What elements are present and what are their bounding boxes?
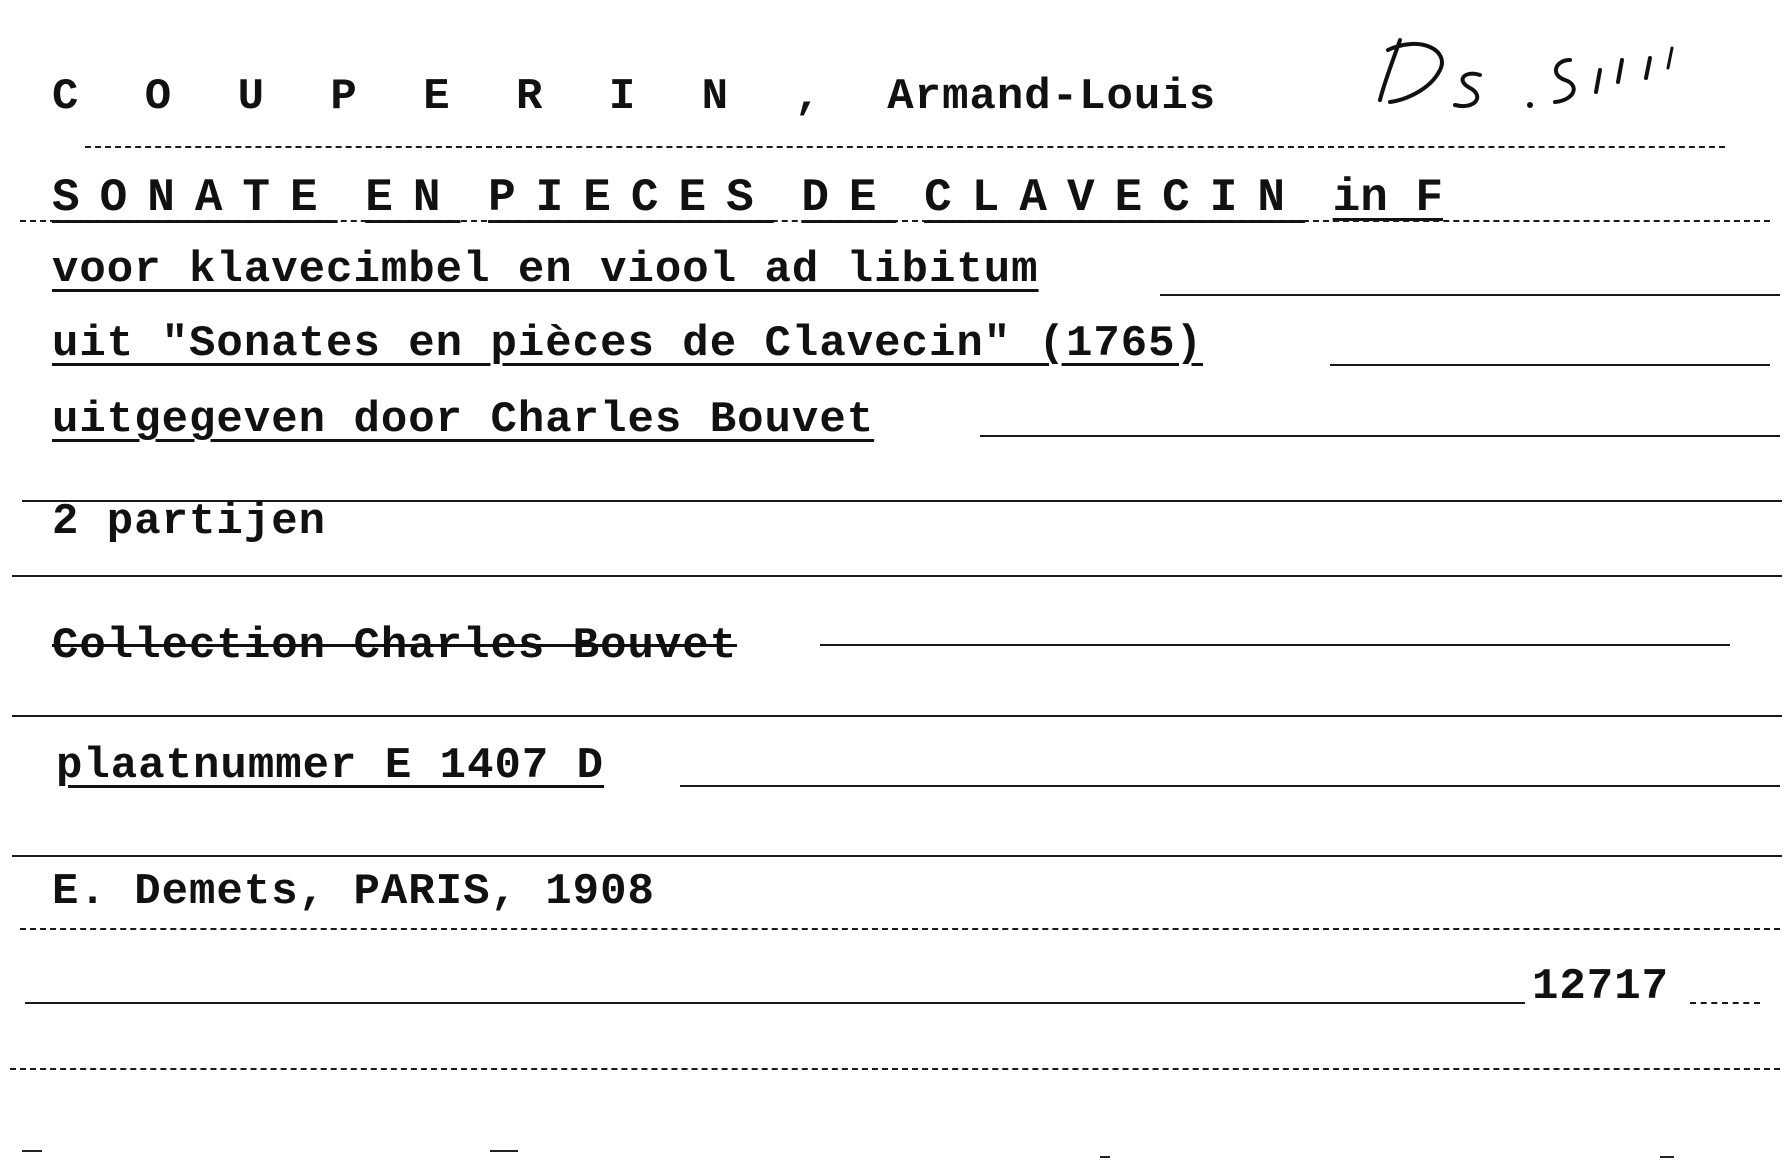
author-heading xyxy=(52,72,1217,122)
title-word: CLAVECIN xyxy=(924,172,1305,224)
rule xyxy=(20,928,1780,930)
rule xyxy=(1690,1002,1760,1004)
collection-line: Collection Charles Bouvet xyxy=(52,621,738,671)
rule xyxy=(20,220,1770,222)
handwritten-shelfmark xyxy=(1360,30,1720,120)
rule xyxy=(980,435,1780,437)
rule xyxy=(85,146,1725,148)
parts-line: 2 partijen xyxy=(52,497,327,547)
scan-mark xyxy=(1100,1156,1110,1158)
scan-mark xyxy=(490,1150,518,1152)
rule xyxy=(25,1002,1525,1004)
instrumentation-line: voor klavecimbel en viool ad libitum xyxy=(52,245,1039,295)
author-surname: C O U P E R I N , xyxy=(52,72,841,122)
title-key: in F xyxy=(1332,172,1444,224)
source-line: uit "Sonates en pièces de Clavecin" (1765) xyxy=(52,319,1203,369)
editor-line: uitgegeven door Charles Bouvet xyxy=(52,395,875,445)
author-forename: Armand-Louis xyxy=(887,72,1217,122)
rule xyxy=(820,644,1730,646)
title-word: EN xyxy=(365,172,461,224)
plate-number-line: plaatnummer E 1407 D xyxy=(56,741,605,791)
rule xyxy=(10,1068,1780,1070)
scan-mark xyxy=(1660,1156,1674,1158)
rule xyxy=(680,785,1780,787)
title-word: SONATE xyxy=(52,172,338,224)
publisher-line: E. Demets, PARIS, 1908 xyxy=(52,867,655,917)
catalog-number: 12717 xyxy=(1532,962,1670,1012)
rule xyxy=(1330,364,1770,366)
rule xyxy=(12,715,1782,717)
scan-mark xyxy=(22,1150,42,1152)
rule xyxy=(12,575,1782,577)
title-word: DE xyxy=(801,172,897,224)
work-title xyxy=(52,172,1444,224)
rule xyxy=(1160,294,1780,296)
rule xyxy=(12,855,1782,857)
title-word: PIECES xyxy=(488,172,774,224)
